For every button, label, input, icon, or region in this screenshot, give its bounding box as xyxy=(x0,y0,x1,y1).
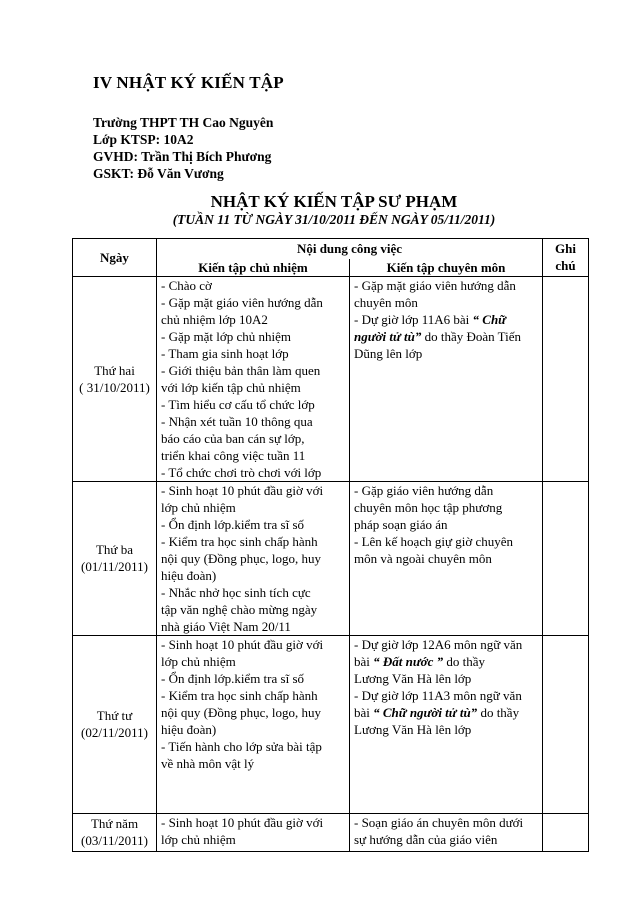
subject-line: - Dự giờ lớp 12A6 môn ngữ văn xyxy=(354,636,523,652)
note-cell xyxy=(543,635,589,813)
homeroom-cell xyxy=(157,481,350,635)
day-cell xyxy=(73,481,157,635)
homeroom-line: lớp chủ nhiệm xyxy=(161,499,236,515)
homeroom-line: hiệu đoàn) xyxy=(161,567,217,583)
subject-line: môn và ngoài chuyên môn xyxy=(354,550,492,566)
header-day: Ngày xyxy=(73,239,157,277)
day-date: ( 31/10/2011) xyxy=(79,379,150,395)
table-row xyxy=(73,813,589,851)
document-title: NHẬT KÝ KIẾN TẬP SƯ PHẠM xyxy=(210,192,458,211)
homeroom-cell xyxy=(157,635,350,813)
subject-line: - Lên kế hoạch giự giờ chuyên xyxy=(354,533,514,549)
homeroom-line: - Gặp mặt giáo viên hướng dẫn xyxy=(161,294,323,310)
homeroom-line: - Sinh hoạt 10 phút đầu giờ với xyxy=(161,482,324,498)
homeroom-line: về nhà môn vật lý xyxy=(161,755,255,771)
subject-text: - Dự giờ lớp 11A6 bài xyxy=(354,311,473,327)
subject-text: bài xyxy=(354,653,374,669)
subject-line xyxy=(354,328,538,345)
homeroom-line: triển khai công việc tuần 11 xyxy=(161,447,306,463)
note-cell xyxy=(543,276,589,481)
homeroom-line: - Tiến hành cho lớp sửa bài tập xyxy=(161,738,322,754)
subject-cell xyxy=(350,276,543,481)
homeroom-line: báo cáo của ban cán sự lớp, xyxy=(161,430,305,446)
note-cell xyxy=(543,481,589,635)
header-content: Nội dung công việc xyxy=(157,239,543,259)
subject-cell xyxy=(350,813,543,851)
header-subject: Kiến tập chuyên môn xyxy=(350,259,543,277)
homeroom-line: với lớp kiến tập chủ nhiệm xyxy=(161,379,301,395)
homeroom-line: - Sinh hoạt 10 phút đầu giờ với xyxy=(161,636,324,652)
homeroom-line: nhà giáo Việt Nam 20/11 xyxy=(161,618,291,634)
subject-line: - Soạn giáo án chuyên môn dưới xyxy=(354,814,524,830)
homeroom-line: nội quy (Đồng phục, logo, huy xyxy=(161,550,321,566)
subject-line: - Dự giờ lớp 11A3 môn ngữ văn xyxy=(354,687,522,703)
homeroom-line: - Tham gia sinh hoạt lớp xyxy=(161,345,289,361)
day-name: Thứ hai xyxy=(94,362,135,378)
subject-text: do thầy Đoàn Tiến xyxy=(421,328,522,344)
homeroom-line: hiệu đoàn) xyxy=(161,721,217,737)
subject-line xyxy=(354,653,538,670)
subject-line: Lương Văn Hà lên lớp xyxy=(354,670,472,686)
subject-line: - Gặp giáo viên hướng dẫn xyxy=(354,482,494,498)
day-date: (03/11/2011) xyxy=(81,833,148,848)
homeroom-line: chủ nhiệm lớp 10A2 xyxy=(161,311,268,327)
homeroom-line: - Nhắc nhở học sinh tích cực xyxy=(161,584,311,600)
homeroom-line: - Nhận xét tuần 10 thông qua xyxy=(161,413,313,429)
subject-text: do thầy xyxy=(443,653,486,669)
day-date: (02/11/2011) xyxy=(81,725,148,740)
day-cell xyxy=(73,276,157,481)
header-note-line2: chú xyxy=(555,258,576,274)
homeroom-line: - Sinh hoạt 10 phút đầu giờ với xyxy=(161,814,324,830)
day-name: Thứ năm xyxy=(90,816,139,831)
subject-line: chuyên môn xyxy=(354,294,418,310)
homeroom-line: lớp chủ nhiệm xyxy=(161,653,236,669)
subject-line: pháp soạn giáo án xyxy=(354,516,448,532)
homeroom-line: - Gặp mặt lớp chủ nhiệm xyxy=(161,328,291,344)
homeroom-line: lớp chủ nhiệm xyxy=(161,831,236,847)
lesson-title: “ Chữ người tử tù” xyxy=(373,704,478,720)
homeroom-line: - Tìm hiểu cơ cấu tổ chức lớp xyxy=(161,396,315,412)
lesson-title: “ Chữ xyxy=(472,311,506,327)
lesson-title: “ Đất nước ” xyxy=(373,653,444,669)
subject-line: sự hướng dẫn của giáo viên xyxy=(354,831,498,847)
homeroom-line: - Tổ chức chơi trò chơi với lớp xyxy=(161,464,322,480)
subject-cell xyxy=(350,635,543,813)
homeroom-line: tập văn nghệ chào mừng ngày xyxy=(161,601,318,617)
supervisor-name: GVHD: Trần Thị Bích Phương xyxy=(93,149,272,164)
subject-line: - Gặp mặt giáo viên hướng dẫn xyxy=(354,277,516,293)
header-homeroom: Kiến tập chủ nhiệm xyxy=(157,259,350,277)
homeroom-line: - Kiểm tra học sinh chấp hành xyxy=(161,533,318,549)
header-row xyxy=(73,239,589,259)
homeroom-cell xyxy=(157,813,350,851)
table-row xyxy=(73,481,589,635)
day-date: (01/11/2011) xyxy=(81,559,148,574)
school-name: Trường THPT TH Cao Nguyên xyxy=(93,115,274,130)
lesson-title: người tử tù” xyxy=(354,328,422,344)
table-row xyxy=(73,276,589,481)
subject-line: Dũng lên lớp xyxy=(354,345,423,361)
homeroom-line: - Chào cờ xyxy=(161,277,212,293)
day-cell xyxy=(73,813,157,851)
section-title: IV NHẬT KÝ KIẾN TẬP xyxy=(93,73,284,92)
homeroom-line: nội quy (Đồng phục, logo, huy xyxy=(161,704,321,720)
homeroom-line: - Ổn định lớp.kiểm tra sĩ số xyxy=(161,516,304,532)
subject-line: chuyên môn học tập phương xyxy=(354,499,503,515)
note-cell xyxy=(543,813,589,851)
subject-line xyxy=(354,704,538,721)
subject-line xyxy=(354,311,538,328)
class-name: Lớp KTSP: 10A2 xyxy=(93,132,194,147)
day-cell xyxy=(73,635,157,813)
homeroom-line: - Kiểm tra học sinh chấp hành xyxy=(161,687,318,703)
subject-line: Lương Văn Hà lên lớp xyxy=(354,721,472,737)
header-note xyxy=(543,239,589,277)
header-note-line1: Ghi xyxy=(555,241,576,257)
document-subtitle: (TUẦN 11 TỪ NGÀY 31/10/2011 ĐẾN NGÀY 05/11/2011) xyxy=(172,212,496,227)
table-row xyxy=(73,635,589,813)
subject-text: bài xyxy=(354,704,374,720)
diary-table xyxy=(72,238,589,852)
homeroom-line: - Giới thiệu bản thân làm quen xyxy=(161,362,321,378)
student-name: GSKT: Đỗ Văn Vương xyxy=(93,166,224,181)
day-name: Thứ tư xyxy=(96,708,133,723)
subject-text: do thầy xyxy=(477,704,520,720)
homeroom-cell xyxy=(157,276,350,481)
subject-cell xyxy=(350,481,543,635)
day-name: Thứ ba xyxy=(95,542,133,557)
homeroom-line: - Ổn định lớp.kiểm tra sĩ số xyxy=(161,670,304,686)
